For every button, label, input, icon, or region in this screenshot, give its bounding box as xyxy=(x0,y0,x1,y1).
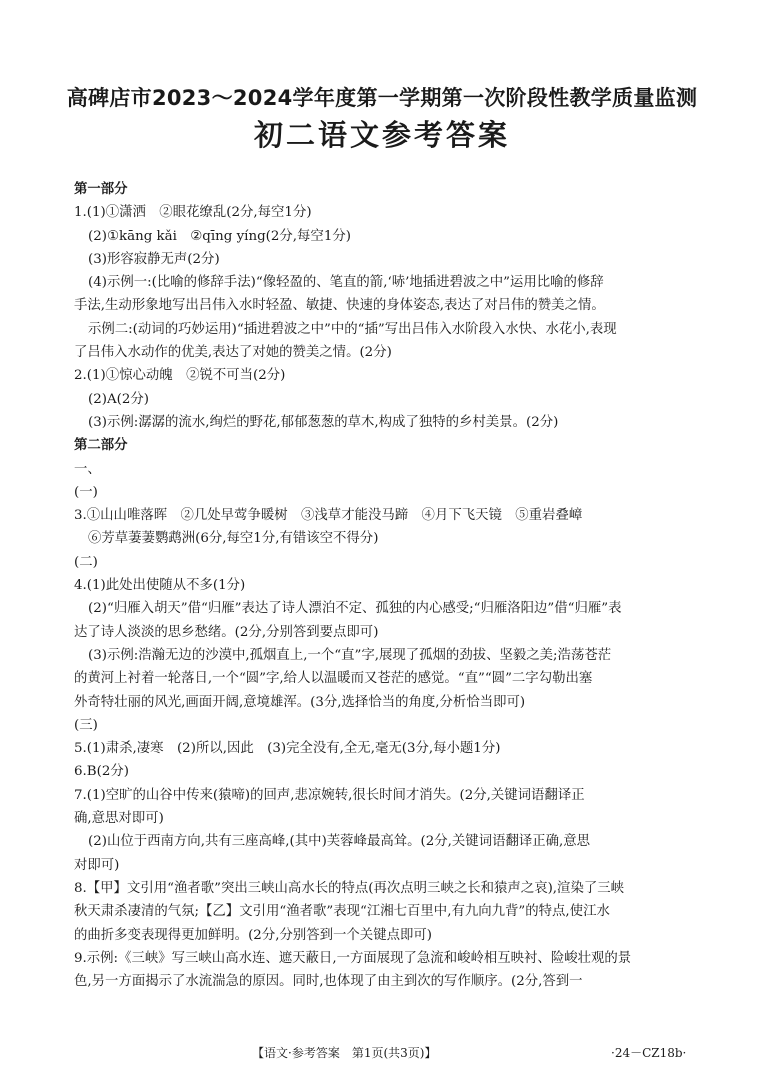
answer-line: 7.(1)空旷的山谷中传来(猿啼)的回声,悲凉婉转,很长时间才消失。(2分,关键词语翻译正 xyxy=(74,787,585,803)
answer-line: (2)山位于西南方向,共有三座高峰,(其中)芙蓉峰最高耸。(2分,关键词语翻译正确,意思 xyxy=(88,834,591,850)
answer-line: 1.(1)①潇洒 ②眼花缭乱(2分,每空1分) xyxy=(74,205,312,221)
answer-line: (2)①kāng kǎi ②qīng yíng(2分,每空1分) xyxy=(88,228,351,244)
answer-line: (2)“归雁入胡天”借“归雁”表达了诗人漂泊不定、孤独的内心感受;“归雁洛阳边”借“归雁”表 xyxy=(88,601,622,617)
answer-line: 的黄河上衬着一轮落日,一个“圆”字,给人以温暖而又苍茫的感觉。“直”“圆”二字勾勒出塞 xyxy=(74,671,593,687)
answer-line: 的曲折多变表现得更加鲜明。(2分,分别答到一个关键点即可) xyxy=(74,927,432,943)
answer-line: 9.示例:《三峡》写三峡山高水连、遮天蔽日,一方面展现了急流和峻岭相互映衬、险峻壮观的景 xyxy=(74,950,632,966)
answer-line: 一、 xyxy=(74,461,101,477)
answer-line: 色,另一方面揭示了水流湍急的原因。同时,也体现了由主到次的写作顺序。(2分,答到一 xyxy=(74,974,583,990)
answer-line: (一) xyxy=(74,484,98,500)
answer-line: (三) xyxy=(74,717,98,733)
answer-line: 5.(1)肃杀,凄寒 (2)所以,因此 (3)完全没有,全无,毫无(3分,每小题1分) xyxy=(74,741,501,757)
answer-line: (3)示例:浩瀚无边的沙漠中,孤烟直上,一个“直”字,展现了孤烟的劲拔、坚毅之美;浩荡苍茫 xyxy=(88,647,612,663)
footer-page-info: 【语文·参考答案 第1页(共3页)】 xyxy=(252,1046,437,1060)
document-title: 初二语文参考答案 xyxy=(253,118,510,152)
answer-line: 2.(1)①惊心动魄 ②锐不可当(2分) xyxy=(74,368,286,384)
answer-line: 4.(1)此处出使随从不多(1分) xyxy=(74,578,246,594)
answer-line: ⑥芳草萋萋鹦鹉洲(6分,每空1分,有错该空不得分) xyxy=(88,531,379,547)
answer-line: 3.①山山唯落晖 ②几处早莺争暖树 ③浅草才能没马蹄 ④月下飞天镜 ⑤重岩叠嶂 xyxy=(74,508,583,524)
answer-line: (2)A(2分) xyxy=(88,391,149,407)
answer-line: (3)示例:潺潺的流水,绚烂的野花,郁郁葱葱的草木,构成了独特的乡村美景。(2分) xyxy=(88,414,559,430)
answer-line: 达了诗人淡淡的思乡愁绪。(2分,分别答到要点即可) xyxy=(74,624,379,640)
footer-code: ·24－CZ18b· xyxy=(611,1046,687,1060)
answer-line: 8.【甲】文引用“渔者歌”突出三峡山高水长的特点(再次点明三峡之长和猿声之哀),渲染了三峡 xyxy=(74,880,625,896)
answer-line: 了吕伟入水动作的优美,表达了对她的赞美之情。(2分) xyxy=(74,345,392,361)
answer-line: 秋天肃杀凄清的气氛;【乙】文引用“渔者歌”表现“江湘七百里中,有九向九背”的特点,使江水 xyxy=(74,904,610,920)
answer-line: (4)示例一:(比喻的修辞手法)“像轻盈的、笔直的箭,‘哧’地插进碧波之中”运用比喻的修辞 xyxy=(88,275,604,291)
answer-line: 确,意思对即可) xyxy=(74,811,164,827)
answer-body xyxy=(74,178,696,993)
answer-line: 示例二:(动词的巧妙运用)“插进碧波之中”中的“插”写出吕伟入水阶段入水快、水花小,表现 xyxy=(88,321,617,337)
answer-line: 手法,生动形象地写出吕伟入水时轻盈、敏捷、快速的身体姿态,表达了对吕伟的赞美之情。 xyxy=(74,298,605,314)
answer-line: 外奇特壮丽的风光,画面开阔,意境雄浑。(3分,选择恰当的角度,分析恰当即可) xyxy=(74,694,526,710)
section-heading: 第二部分 xyxy=(74,438,128,454)
answer-line: (二) xyxy=(74,554,98,570)
answer-line: 对即可) xyxy=(74,857,120,873)
answer-line: 6.B(2分) xyxy=(74,764,129,780)
section-heading: 第一部分 xyxy=(74,182,128,197)
exam-title: 高碑店市2023～2024学年度第一学期第一次阶段性教学质量监测 xyxy=(66,86,698,110)
answer-line: (3)形容寂静无声(2分) xyxy=(88,251,220,267)
